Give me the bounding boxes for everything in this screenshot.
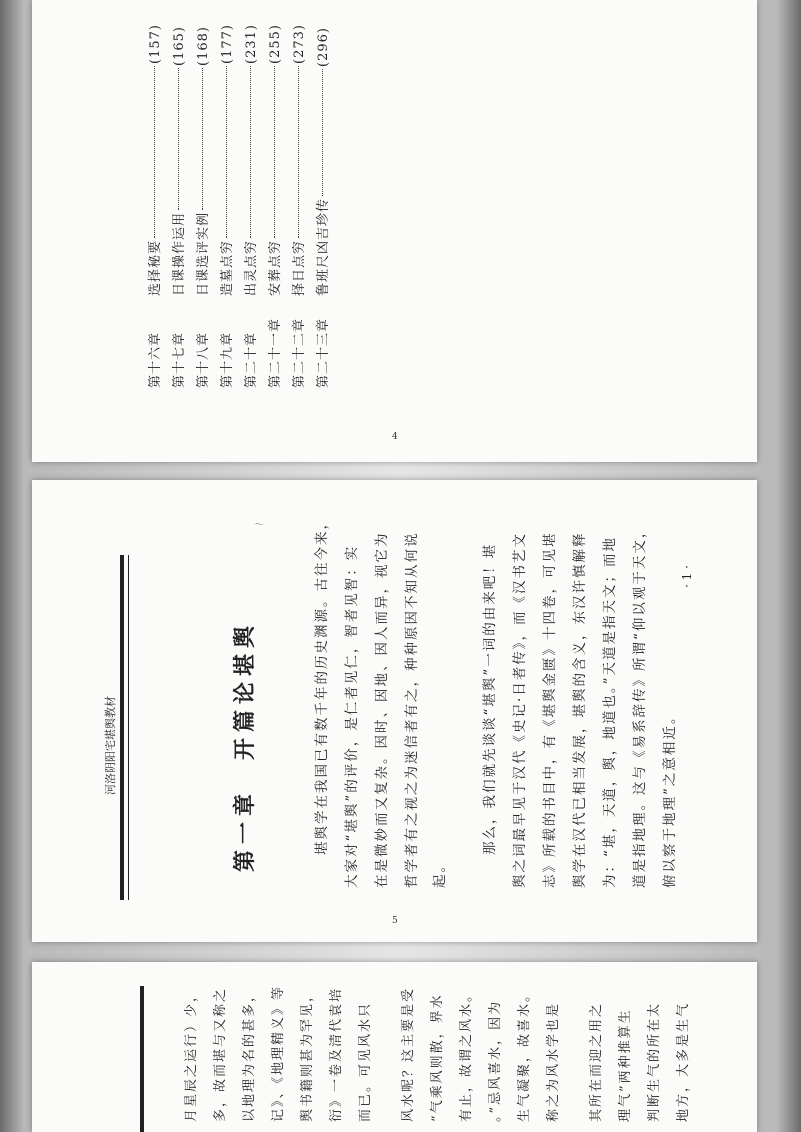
toc-chapter-number: 第二十一章 [268, 317, 283, 388]
toc-leader-dots [322, 69, 323, 196]
toc-chapter-title: 日课操作运用 [172, 211, 187, 296]
body-text-line: 记》、《地理精义》等 [271, 984, 286, 1122]
body-text-line: 判断生气的所在太 [647, 1001, 662, 1122]
body-text-line: 多，故而堪与又称之 [213, 986, 228, 1122]
body-text-line: 为：“堪，天道，舆，地道也。”天道是指天文；而地 [602, 535, 618, 888]
body-text-line: 舆学在汉代已相当发展，堪舆的含义，东汉许慎解释 [572, 531, 588, 888]
toc-leader-dots [178, 68, 179, 210]
handwritten-mark: ～ [254, 520, 264, 531]
toc-page-number: (273) [292, 24, 307, 64]
toc-page-number: (296) [316, 27, 331, 67]
toc-page-number: (255) [268, 24, 283, 64]
toc-entry [288, 24, 307, 388]
toc-chapter-number: 第二十二章 [292, 317, 307, 388]
body-text-line: 堪舆学在我国已有数千年的历史渊源。古往今来， [314, 514, 330, 855]
body-text-line: 理气”两种推算生 [618, 1008, 633, 1122]
toc-chapter-title: 造墓点穷 [220, 239, 235, 296]
body-text-line: 大家对“堪舆”的评价，是仁者见仁，智者见智：实 [344, 544, 360, 888]
body-text-line: 而已。可见风水只 [358, 1001, 373, 1122]
body-text-line: 生气凝聚，故喜水。 [517, 986, 532, 1122]
series-title: 河洛阴阳宅堪舆教材 [104, 696, 117, 795]
chapter-page [32, 480, 757, 942]
body-text-line: 风水呢？这主要是受 [401, 986, 416, 1122]
body-text-line: 起。 [432, 857, 448, 888]
toc-entry [168, 26, 187, 388]
body-text-line: 那么，我们就先谈谈“堪舆”一词的由来吧！堪 [482, 542, 498, 855]
chapter-title: 第一章 开篇论堪舆 [232, 619, 258, 872]
toc-chapter-title: 择日点穷 [292, 239, 307, 296]
body-text-line: 称之为风水学也是 [546, 1001, 561, 1122]
toc-entry [264, 24, 283, 388]
toc-page-number: (157) [148, 24, 163, 64]
toc-chapter-title: 出灵点穷 [244, 239, 259, 296]
toc-entry [144, 24, 163, 388]
toc-leader-dots [226, 66, 227, 238]
body-text-line: 其所在而迎之用之 [589, 1001, 604, 1122]
toc-leader-dots [154, 66, 155, 238]
toc-leader-dots [250, 66, 251, 238]
toc-page [32, 0, 757, 462]
toc-chapter-title: 安葬点穷 [268, 239, 283, 296]
toc-leader-dots [274, 66, 275, 238]
toc-entry [192, 26, 211, 388]
toc-page-number: (165) [172, 26, 187, 66]
body-text-line: 哲学者有之视之为迷信者有之，种种原因不知从何说 [404, 531, 420, 888]
body-text-line: 舆之词最早见于汉代《史记·日者传》，而《汉书艺文 [512, 531, 528, 888]
toc-page-number: (168) [196, 26, 211, 66]
body-text-line: 道是指地理。这与《易系辞传》所谓“仰以观于天文， [632, 522, 648, 888]
header-rule-thin [128, 555, 129, 900]
body-text-line: 以地理为名的甚多， [242, 986, 257, 1122]
body-text-line: 地方，大多是生气 [676, 1001, 691, 1122]
body-text-line: “气乘风则散，界水 [430, 993, 445, 1122]
toc-chapter-number: 第十九章 [220, 331, 235, 388]
body-text-line: 衍》一卷及清代袁培 [329, 986, 344, 1122]
toc-chapter-number: 第十六章 [148, 331, 163, 388]
toc-chapter-number: 第十七章 [172, 331, 187, 388]
body-text-line: 。”忌风喜水，因为 [488, 999, 503, 1122]
toc-leader-dots [298, 66, 299, 238]
body-text-line: 有止，故谓之风水。 [459, 986, 474, 1122]
page-number-4: 4 [392, 432, 398, 442]
toc-chapter-title: 选择秘要 [148, 239, 163, 296]
header-rule [120, 555, 124, 900]
toc-chapter-number: 第二十三章 [316, 317, 331, 388]
toc-chapter-title: 鲁班尺凶吉珍传 [316, 197, 331, 296]
toc-chapter-number: 第二十章 [244, 331, 259, 388]
toc-leader-dots [202, 68, 203, 210]
toc-page-number: (177) [220, 24, 235, 64]
header-rule [140, 986, 144, 1132]
toc-entry [240, 24, 259, 388]
body-text-line: 俯以察于地理”之意相近。 [662, 708, 678, 888]
body-text-line: 月星辰之运行）少， [184, 986, 199, 1122]
partial-page [32, 962, 757, 1132]
body-text-line: 舆书籍则甚为罕见， [300, 986, 315, 1122]
toc-entry [216, 24, 235, 388]
body-text-line: 志》所载的书目中，有《堪舆金匮》十四卷，可见堪 [542, 531, 558, 888]
body-text-line: 在是微妙而又复杂。因时、因地、因人而异，视它为 [374, 531, 390, 888]
page-number-5: 5 [392, 916, 398, 926]
toc-chapter-title: 日课选评实例 [196, 211, 211, 296]
toc-entry [312, 27, 331, 388]
toc-page-number: (231) [244, 24, 259, 64]
folio: · 1 · [680, 565, 694, 588]
toc-chapter-number: 第十八章 [196, 331, 211, 388]
